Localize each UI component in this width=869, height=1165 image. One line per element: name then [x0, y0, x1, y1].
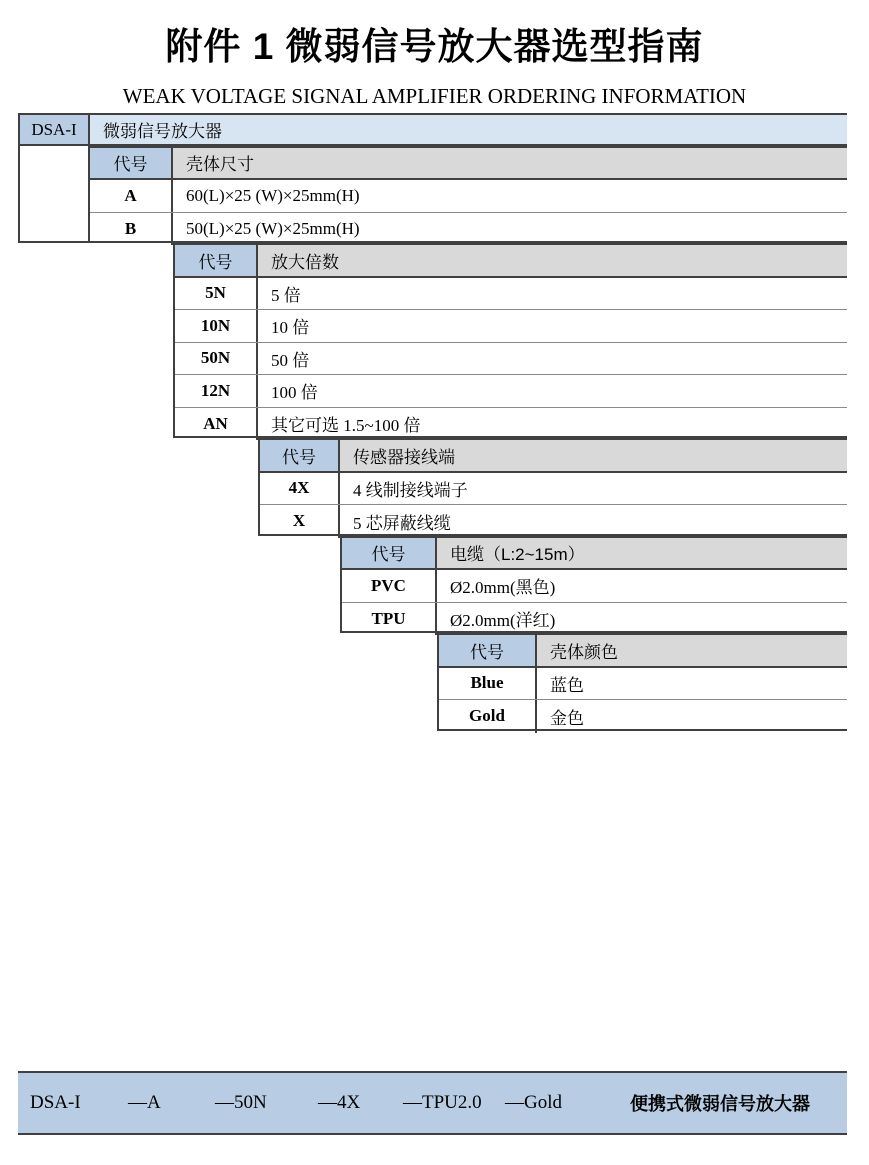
table-row	[175, 278, 847, 311]
desc-cell: 其它可选 1.5~100 倍	[271, 416, 421, 436]
table-row	[90, 213, 847, 246]
desc-header-cell: 壳体尺寸	[173, 148, 847, 179]
desc-header-cell: 放大倍数	[258, 245, 847, 276]
code-cell: 10N	[175, 310, 258, 342]
desc-header-cell: 壳体颜色	[537, 635, 847, 666]
code-cell: X	[260, 505, 340, 538]
code-cell: 50N	[175, 343, 258, 375]
code-cell: 5N	[175, 278, 258, 310]
desc-cell: 100 倍	[271, 383, 318, 403]
desc-cell: 金色	[550, 708, 584, 728]
example-part: —TPU2.0	[403, 1092, 482, 1113]
table-row	[175, 245, 847, 278]
section-gain	[173, 243, 847, 438]
table-row	[342, 570, 847, 603]
page-title: 附件 1 微弱信号放大器选型指南	[165, 26, 704, 67]
section-housing-color	[437, 633, 847, 731]
table-row	[439, 700, 847, 733]
example-part: —Gold	[505, 1092, 562, 1113]
desc-cell: 蓝色	[550, 675, 584, 695]
code-header-cell: 代号	[175, 245, 258, 276]
section-sensor-terminal	[258, 438, 847, 536]
table-row	[342, 603, 847, 636]
code-header-cell: 代号	[90, 148, 173, 179]
code-cell: B	[90, 213, 173, 246]
example-product-label: 便携式微弱信号放大器	[630, 1094, 810, 1114]
section-cable	[340, 536, 847, 634]
desc-cell: Ø2.0mm(洋红)	[450, 611, 556, 631]
desc-header-cell: 电缆（L:2~15m）	[437, 538, 847, 569]
table-row	[175, 408, 847, 441]
table-row	[175, 310, 847, 343]
table-row	[90, 148, 847, 181]
example-part: —50N	[215, 1092, 267, 1113]
desc-header-cell: 传感器接线端	[340, 440, 847, 471]
parent-stub-cell	[18, 146, 88, 244]
product-row	[18, 113, 847, 146]
section-housing-size	[88, 146, 847, 244]
code-cell: Blue	[439, 668, 537, 700]
code-cell: AN	[175, 408, 258, 441]
desc-cell: 50 倍	[271, 350, 310, 370]
desc-cell: 10 倍	[271, 318, 310, 338]
desc-cell: 5 倍	[271, 285, 301, 305]
example-part: —A	[128, 1092, 161, 1113]
ordering-example-strip	[18, 1071, 847, 1135]
desc-cell: 5 芯屏蔽线缆	[353, 513, 451, 533]
code-header-cell: 代号	[260, 440, 340, 471]
example-part: DSA-I	[30, 1092, 81, 1113]
table-row	[439, 668, 847, 701]
code-header-cell: 代号	[342, 538, 437, 569]
table-row	[260, 473, 847, 506]
desc-cell: 50(L)×25 (W)×25mm(H)	[186, 218, 360, 238]
table-row	[175, 343, 847, 376]
table-row	[342, 538, 847, 571]
product-name-cell: 微弱信号放大器	[90, 115, 847, 144]
table-row	[90, 180, 847, 213]
code-header-cell: 代号	[439, 635, 537, 666]
table-row	[175, 375, 847, 408]
desc-cell: 60(L)×25 (W)×25mm(H)	[186, 185, 360, 205]
code-cell: PVC	[342, 570, 437, 602]
table-row	[260, 505, 847, 538]
example-part: —4X	[318, 1092, 361, 1113]
page-subtitle: WEAK VOLTAGE SIGNAL AMPLIFIER ORDERING INFORMATION	[122, 84, 747, 108]
code-cell: A	[90, 180, 173, 212]
product-code-cell: DSA-I	[20, 115, 90, 144]
table-row	[260, 440, 847, 473]
desc-cell: Ø2.0mm(黑色)	[450, 578, 556, 598]
code-cell: 12N	[175, 375, 258, 407]
code-cell: 4X	[260, 473, 340, 505]
table-row	[439, 635, 847, 668]
code-cell: TPU	[342, 603, 437, 636]
desc-cell: 4 线制接线端子	[353, 480, 468, 500]
code-cell: Gold	[439, 700, 537, 733]
